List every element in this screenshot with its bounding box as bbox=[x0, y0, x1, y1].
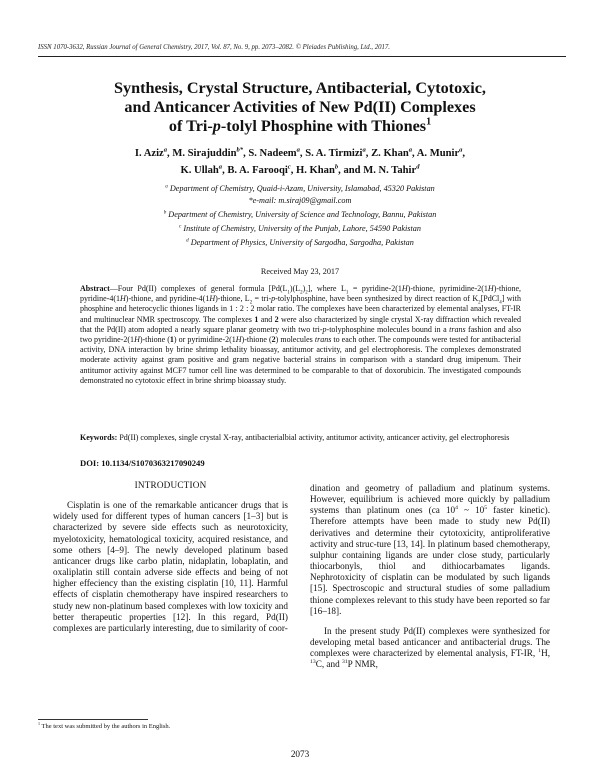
intro-paragraph-1: Cisplatin is one of the remarkable anticancer drugs that is widely used for different types of human cancers [1–3] but is characterized by severe side effects such as neurotoxicity, myelotoxicity, hematological toxicity, acquired resistance, and some others [4–9]. The newly developed platinum based anticancer drugs like carbo platin, nidaplatin, lobaplatin, and oxaliplatin still contain adverse side effects and being of not higher effeciency than the existing cisplatin [10, 11]. Harmful effects of cisplatin chemotherapy have inspired researchers to study new non-platinum based complexes with low toxicity and better therapeutic properties [12]. In this regard, Pd(II) complexes are particularly interesting, due to similarity of coor- bbox=[53, 500, 288, 633]
author-affil-mark: a bbox=[163, 146, 168, 154]
author-name: M. Sirajuddin bbox=[172, 148, 237, 159]
author-affil-mark: b bbox=[334, 163, 339, 171]
column-right bbox=[310, 483, 550, 671]
title-line-3 bbox=[60, 117, 540, 136]
author-affil-mark: c bbox=[287, 163, 291, 171]
doi-value[interactable]: 10.1134/S1070363217090249 bbox=[99, 458, 205, 468]
author-affil-mark: a bbox=[459, 146, 463, 154]
author-affil-mark: b* bbox=[236, 146, 244, 154]
title-line-2: and Anticancer Activities of New Pd(II) Complexes bbox=[124, 98, 476, 116]
affiliation-c: $^c$ Institute of Chemistry, University of the Punjab, Lahore, 54590 Pakistan bbox=[179, 222, 421, 233]
author-line: I. Aziz$^a$, M. Sirajuddin$^{b*}$, S. Nadeem$^a$, S. A. Tirmizi$^a$, Z. Khan$^a$, A. Munir$^a$, bbox=[134, 146, 466, 159]
journal-header: ISSN 1070-3632, Russian Journal of General Chemistry, 2017, Vol. 87, No. 9, pp. 2073–2082. © Pleiades Publishing, Ltd., 2017. bbox=[38, 44, 390, 51]
affiliations bbox=[60, 183, 540, 250]
title-text: of Tri- bbox=[168, 117, 213, 135]
author-name: I. Aziz bbox=[134, 148, 164, 159]
author-name: M. N. Tahir bbox=[363, 165, 417, 176]
affiliation-b: $^b$ Department of Chemistry, University of Science and Technology, Bannu, Pakistan bbox=[163, 209, 437, 219]
intro-paragraph-3: In the present study Pd(II) complexes were synthesized for developing metal based anticancer and antibacterial drugs. The complexes were characterized by elemental analysis, FT-IR, $^1$H, $^{13}$C, and $^{31}$P NMR, bbox=[310, 625, 550, 670]
section-heading-introduction: INTRODUCTION bbox=[134, 480, 207, 490]
footnote-text: The text was submitted by the authors in English. bbox=[40, 723, 171, 730]
author-name: S. A. Tirmizi bbox=[305, 148, 363, 159]
corresponding-email: *e-mail: m.siraj09@gmail.com bbox=[248, 195, 352, 205]
author-name: S. Nadeem bbox=[248, 148, 297, 159]
author-affil-mark: a bbox=[408, 146, 413, 154]
title-line-1: Synthesis, Crystal Structure, Antibacterial, Cytotoxic, bbox=[114, 79, 486, 97]
keywords bbox=[80, 433, 521, 443]
keywords-text: Pd(II) complexes, single crystal X-ray, antibacterialbial activity, antitumor activity, anticancer activity, gel electrophoresis bbox=[117, 433, 510, 442]
footnote bbox=[38, 720, 171, 730]
author-affil-mark: a bbox=[218, 163, 223, 171]
doi-label: DOI: bbox=[80, 458, 100, 468]
author-name: H. Khan bbox=[296, 165, 335, 176]
affiliation-a: $^a$ Department of Chemistry, Quaid-i-Azam, University, Islamabad, 45320 Pakistan bbox=[165, 183, 435, 193]
footnote-rule bbox=[38, 719, 148, 720]
author-affil-mark: a bbox=[296, 146, 300, 154]
author-list bbox=[60, 145, 540, 179]
author-name: K. Ullah bbox=[180, 165, 219, 176]
received-date: Received May 23, 2017 bbox=[260, 267, 340, 276]
abstract-label: Abstract bbox=[80, 284, 110, 293]
abstract: Abstract—Four Pd(II) complexes of general formula $[Pd(L_1)(L_2)_2]$, where $L_1$ = pyridine-2(1H)-thione, pyrimidine-2(1H)-thione, pyridine-4(1H)-thione, and pyridine-4(1H)-thione, $L_2$ = tri-p-tolylphosphine, have been synthesized by direct reaction of $K_2[PdCl_4]$ with phosphine and heterocyclic thiones ligands in 1 : 2 : 2 molar ratio. The complexes have been characterized by elemental analyses, FT-IR and multinuclear NMR spectroscopy. The complexes 1 and 2 were also characterized by single crystal X-ray diffraction which revealed that the Pd(II) atom adopted a nearly square planar geometry with two tri-p-tolyphosphine molecules bound in a trans fashion and also two pyridine-2(1H)-thione (1) or pyrimidine-2(1H)-thione (2) molecules trans to each other. The compounds were tested for antibacterial activity, DNA interaction by brine shrimp lethality bioassay, antitumor activity, and gel electrophoresis. The complexes demonstrated moderate activity against gram positive and gram negative bacterial strains in comparison with a standard drug imipenum. Their antitumor activity against MCF7 tumor cell line was determined to be comparable to that of doxorubicin. The investigated compounds demonstrated no cytotoxic effect in brine shrimp bioassay study. bbox=[80, 284, 522, 385]
keywords-label: Keywords: bbox=[80, 433, 118, 442]
author-line: K. Ullah$^a$, B. A. Farooqi$^c$, H. Khan$^b$, and M. N. Tahir$^d$ bbox=[180, 163, 420, 176]
author-name: B. A. Farooqi bbox=[227, 165, 288, 176]
article-title bbox=[60, 79, 540, 136]
author-affil-mark: d bbox=[416, 163, 420, 171]
column-left bbox=[53, 480, 288, 634]
author-name: Z. Khan bbox=[371, 148, 409, 159]
page-number: 2073 bbox=[290, 749, 310, 759]
title-text: -tolyl Phosphine with Thiones bbox=[220, 117, 427, 135]
author-and: and bbox=[343, 165, 361, 176]
author-affil-mark: a bbox=[362, 146, 366, 154]
author-name: A. Munir bbox=[416, 148, 460, 159]
affiliation-d: $^d$ Department of Physics, University of Sargodha, Sargodha, Pakistan bbox=[186, 236, 414, 247]
doi[interactable] bbox=[80, 458, 205, 468]
header-rule bbox=[38, 56, 566, 57]
intro-paragraph-2: dination and geometry of palladium and platinum systems. However, equilibrium is achieved more quickly by palladium systems than platinum ones (ca $10^4$ ~ $10^5$ faster kinetic). Therefore attempts have been made to study new Pd(II) derivatives and determine their cytotoxicity, antiproliferative activity and struc-ture [13, 14]. In platinum based chemotherapy, sulphur containing ligands are under close study, particularly thiocarbonyls, thiol and dithiocarbamates ligands. Nephrotoxicity of cisplatin can be modulated by such ligands [15]. Spectroscopic and structural studies of some palladium thione complexes relevant to this study have been reported so far [16–18]. bbox=[310, 483, 550, 616]
footnote-mark: 1 bbox=[38, 720, 41, 726]
title-footnote-mark: 1 bbox=[426, 116, 432, 128]
title-italic-p: p bbox=[212, 117, 221, 135]
